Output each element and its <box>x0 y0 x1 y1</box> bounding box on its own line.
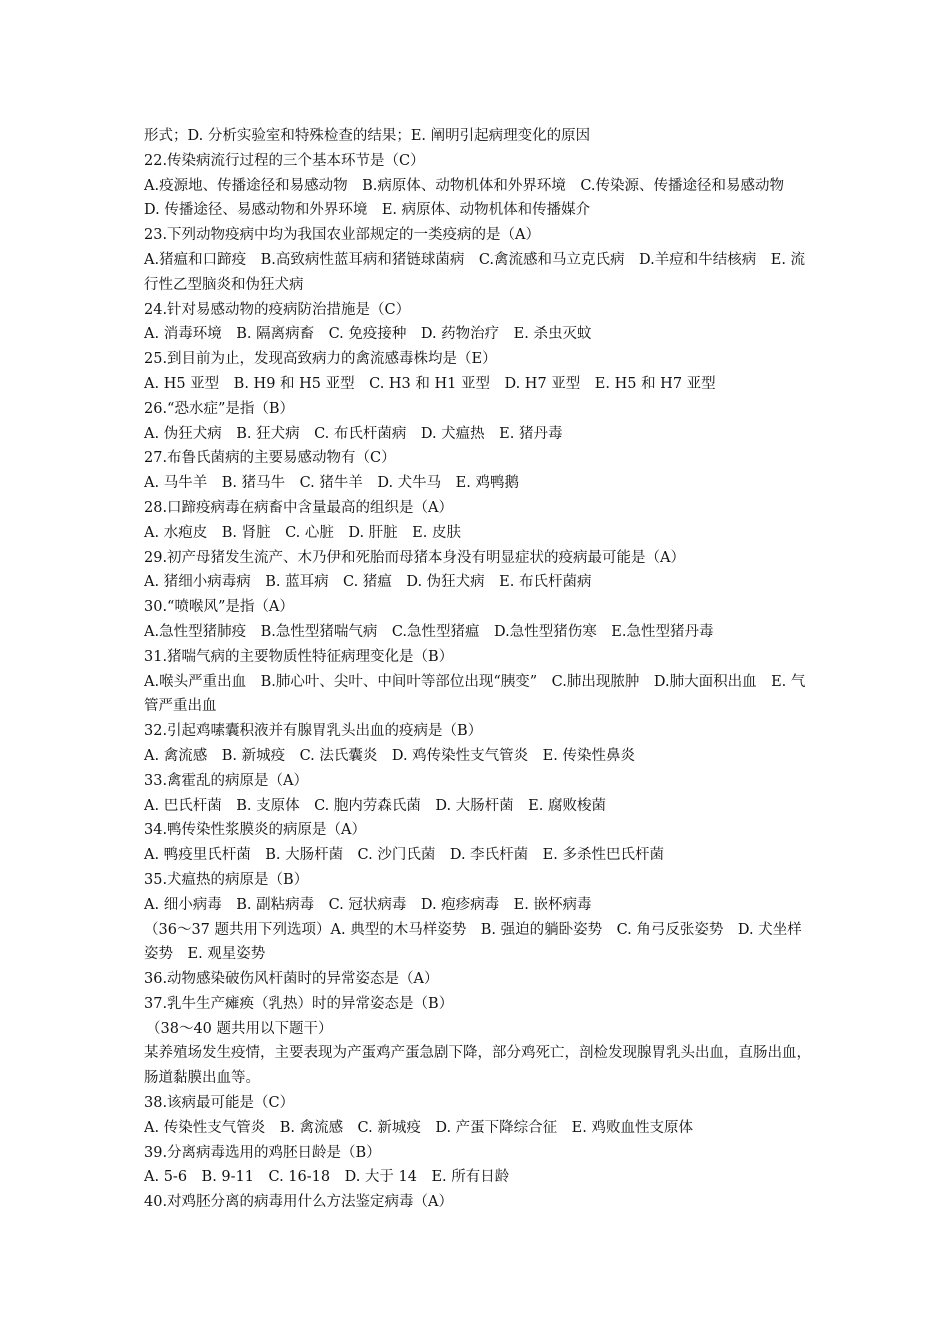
question-32: 32.引起鸡嗉囊积液并有腺胃乳头出血的疫病是（B） <box>144 723 483 740</box>
question-28: 28.口蹄疫病毒在病畜中含量最高的组织是（A） <box>144 499 454 516</box>
options-22: A.疫源地、传播途径和易感动物 B.病原体、动物机体和外界环境 C.传染源、传播途径和易感动物 D. 传播途径、易感动物和外界环境 E. 病原体、动物机体和传播媒介 <box>144 177 799 219</box>
question-24: 24.针对易感动物的疫病防治措施是（C） <box>144 301 411 318</box>
question-31: 31.猪喘气病的主要物质性特征病理变化是（B） <box>144 648 454 665</box>
question-37: 37.乳牛生产瘫痪（乳热）时的异常姿态是（B） <box>144 995 454 1012</box>
options-35: A. 细小病毒 B. 副粘病毒 C. 冠状病毒 D. 疱疹病毒 E. 嵌杯病毒 <box>144 896 592 913</box>
shared-stem-38-40: 某养殖场发生疫情，主要表现为产蛋鸡产蛋急剧下降，部分鸡死亡，剖检发现腺胃乳头出血，直肠出血，肠道黏膜出血等。 <box>144 1045 811 1087</box>
question-30: 30.“喷喉风”是指（A） <box>144 599 294 616</box>
question-38: 38.该病最可能是（C） <box>144 1095 295 1112</box>
options-34: A. 鸭疫里氏杆菌 B. 大肠杆菌 C. 沙门氏菌 D. 李氏杆菌 E. 多杀性巴氏杆菌 <box>144 847 664 864</box>
options-23: A.猪瘟和口蹄疫 B.高致病性蓝耳病和猪链球菌病 C.禽流感和马立克氏病 D.羊痘和牛结核病 E. 流行性乙型脑炎和伪狂犬病 <box>144 251 806 293</box>
shared-stem-header-38-40: （38～40 题共用以下题干） <box>146 1020 333 1037</box>
options-29: A. 猪细小病毒病 B. 蓝耳病 C. 猪瘟 D. 伪狂犬病 E. 布氏杆菌病 <box>144 574 592 591</box>
question-40: 40.对鸡胚分离的病毒用什么方法鉴定病毒（A） <box>144 1194 454 1211</box>
options-38: A. 传染性支气管炎 B. 禽流感 C. 新城疫 D. 产蛋下降综合征 E. 鸡败血性支原体 <box>144 1119 693 1136</box>
shared-options-36-37: （36～37 题共用下列选项）A. 典型的木马样姿势 B. 强迫的躺卧姿势 C. 角弓反张姿势 D. 犬坐样姿势 E. 观星姿势 <box>144 921 802 963</box>
question-35: 35.犬瘟热的病原是（B） <box>144 871 309 888</box>
question-23: 23.下列动物疫病中均为我国农业部规定的一类疫病的是（A） <box>144 227 541 244</box>
options-30: A.急性型猪肺疫 B.急性型猪喘气病 C.急性型猪瘟 D.急性型猪伤寒 E.急性型猪丹毒 <box>144 623 714 640</box>
options-24: A. 消毒环境 B. 隔离病畜 C. 免疫接种 D. 药物治疗 E. 杀虫灭蚊 <box>144 326 592 343</box>
document-body <box>144 124 812 1215</box>
options-27: A. 马牛羊 B. 猪马牛 C. 猪牛羊 D. 犬牛马 E. 鸡鸭鹅 <box>144 475 519 492</box>
question-25: 25.到目前为止，发现高致病力的禽流感毒株均是（E） <box>144 351 497 368</box>
options-25: A. H5 亚型 B. H9 和 H5 亚型 C. H3 和 H1 亚型 D. H7 亚型 E. H5 和 H7 亚型 <box>144 375 716 392</box>
question-27: 27.布鲁氏菌病的主要易感动物有（C） <box>144 450 396 467</box>
options-33: A. 巴氏杆菌 B. 支原体 C. 胞内劳森氏菌 D. 大肠杆菌 E. 腐败梭菌 <box>144 797 606 814</box>
question-33: 33.禽霍乱的病原是（A） <box>144 772 309 789</box>
options-31: A.喉头严重出血 B.肺心叶、尖叶、中间叶等部位出现“胰变” C.肺出现脓肿 D.肺大面积出血 E. 气管严重出血 <box>144 673 806 715</box>
options-39: A. 5-6 B. 9-11 C. 16-18 D. 大于 14 E. 所有日龄 <box>144 1169 510 1186</box>
question-34: 34.鸭传染性浆膜炎的病原是（A） <box>144 822 367 839</box>
text-line: 形式；D. 分析实验室和特殊检查的结果；E. 阐明引起病理变化的原因 <box>144 128 591 144</box>
question-36: 36.动物感染破伤风杆菌时的异常姿态是（A） <box>144 971 439 988</box>
question-29: 29.初产母猪发生流产、木乃伊和死胎而母猪本身没有明显症状的疫病最可能是（A） <box>144 549 686 566</box>
question-22: 22.传染病流行过程的三个基本环节是（C） <box>144 152 425 169</box>
question-39: 39.分离病毒选用的鸡胚日龄是（B） <box>144 1144 381 1161</box>
options-32: A. 禽流感 B. 新城疫 C. 法氏囊炎 D. 鸡传染性支气管炎 E. 传染性鼻炎 <box>144 747 635 764</box>
options-26: A. 伪狂犬病 B. 狂犬病 C. 布氏杆菌病 D. 犬瘟热 E. 猪丹毒 <box>144 425 563 442</box>
options-28: A. 水疱皮 B. 肾脏 C. 心脏 D. 肝脏 E. 皮肤 <box>144 524 461 541</box>
question-26: 26.“恐水症”是指（B） <box>144 400 295 417</box>
